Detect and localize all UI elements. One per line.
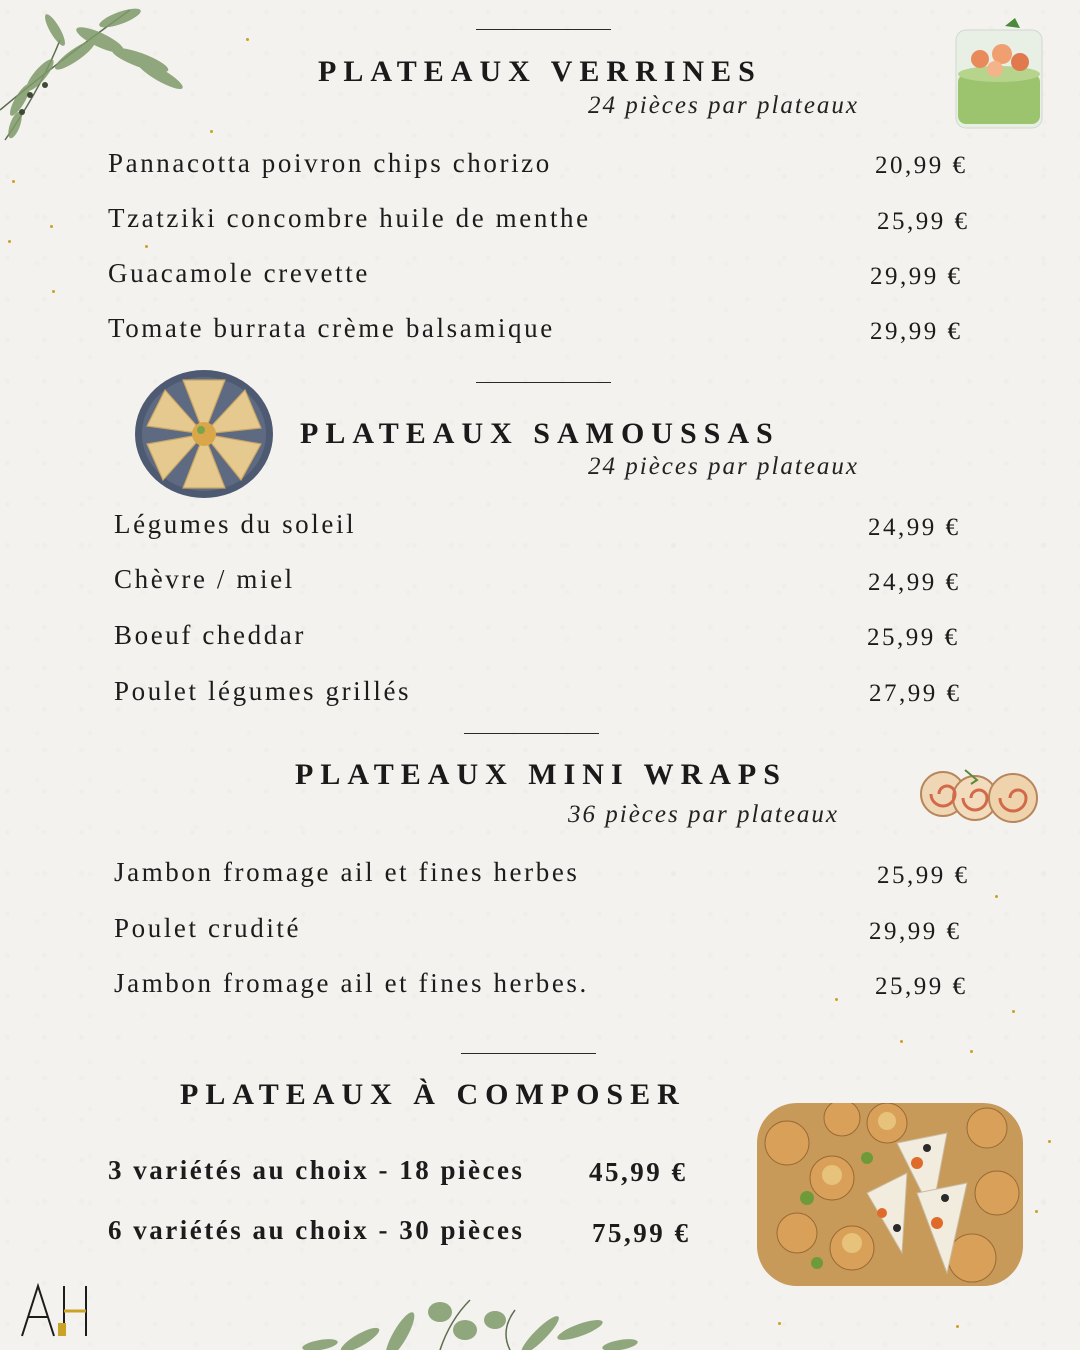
gold-dot [900,1040,903,1043]
verrine-photo [950,14,1050,134]
gold-dot [1048,1140,1051,1143]
menu-item-price: 24,99 € [868,569,961,596]
menu-item-name: Légumes du soleil [114,509,357,539]
menu-item-price: 24,99 € [868,514,961,541]
menu-item-name: Guacamole crevette [108,258,370,288]
section-divider [476,29,611,30]
section-title-samoussas: PLATEAUX SAMOUSSAS [300,417,780,450]
samoussas-plate-photo [133,368,275,500]
gold-dot [12,180,15,183]
section-title-composer: PLATEAUX À COMPOSER [180,1078,686,1111]
menu-item-price: 29,99 € [870,318,963,345]
gold-dot [956,1325,959,1328]
brand-logo [20,1283,90,1338]
menu-item-name: Jambon fromage ail et fines herbes [114,857,580,887]
gold-dot [1035,1210,1038,1213]
mini-wraps-photo [915,756,1043,836]
section-subtitle-wraps: 36 pièces par plateaux [568,801,840,828]
menu-item-name: Pannacotta poivron chips chorizo [108,148,552,178]
section-divider [464,733,599,734]
menu-item-price: 25,99 € [877,862,970,889]
menu-item-price: 20,99 € [875,152,968,179]
section-divider [461,1053,596,1054]
assorted-platter-photo [757,1103,1023,1286]
menu-item-price: 27,99 € [869,680,962,707]
section-title-wraps: PLATEAUX MINI WRAPS [295,758,787,791]
section-title-verrines: PLATEAUX VERRINES [318,55,762,88]
section-subtitle-samoussas: 24 pièces par plateaux [588,453,860,480]
menu-item-price: 29,99 € [869,918,962,945]
gold-dot [778,1322,781,1325]
menu-item-name: Tomate burrata crème balsamique [108,313,555,343]
gold-dot [835,998,838,1001]
menu-item-name: Tzatziki concombre huile de menthe [108,203,591,233]
composer-option-name: 3 variétés au choix - 18 pièces [108,1155,525,1185]
gold-dot [8,240,11,243]
menu-item-price: 25,99 € [875,973,968,1000]
gold-dot [50,225,53,228]
menu-item-price: 29,99 € [870,263,963,290]
menu-item-price: 25,99 € [867,624,960,651]
section-divider [476,382,611,383]
menu-item-name: Boeuf cheddar [114,620,306,650]
composer-option-name: 6 variétés au choix - 30 pièces [108,1215,525,1245]
gold-dot [246,38,249,41]
menu-item-price: 25,99 € [877,208,970,235]
gold-dot [52,290,55,293]
composer-option-price: 45,99 € [589,1157,688,1187]
gold-dot [1012,1010,1015,1013]
menu-item-name: Poulet crudité [114,913,302,943]
menu-item-name: Jambon fromage ail et fines herbes. [114,968,589,998]
composer-option-price: 75,99 € [592,1218,691,1248]
menu-item-name: Poulet légumes grillés [114,676,412,706]
foliage-top-left-decoration [0,0,200,150]
section-subtitle-verrines: 24 pièces par plateaux [588,92,860,119]
gold-dot [995,895,998,898]
gold-dot [970,1050,973,1053]
foliage-bottom-decoration [300,1290,660,1350]
gold-dot [145,245,148,248]
menu-item-name: Chèvre / miel [114,564,295,594]
gold-dot [210,130,213,133]
